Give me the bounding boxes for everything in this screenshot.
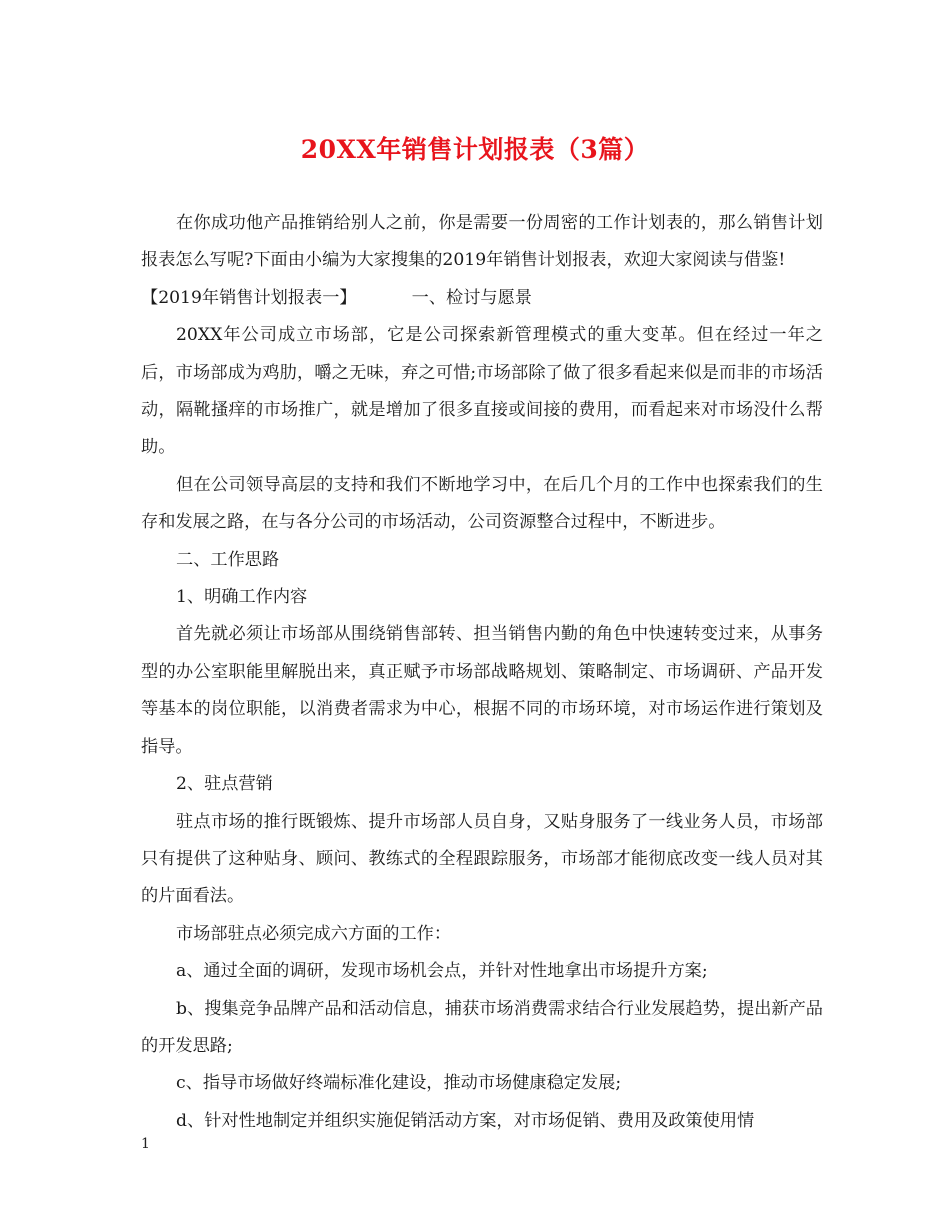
intro-paragraph: 在你成功他产品推销给别人之前，你是需要一份周密的工作计划表的，那么销售计划报表怎么写呢?下面由小编为大家搜集的2019年销售计划报表，欢迎大家阅读与借鉴! <box>141 213 823 271</box>
body-paragraph: 市场部驻点必须完成六方面的工作： <box>176 923 452 944</box>
document-title: 20XX年销售计划报表（3篇） <box>300 135 650 164</box>
section-header-line <box>141 280 823 317</box>
section-heading-work-ideas: 二、工作思路 <box>176 549 280 570</box>
document-body <box>141 205 823 1140</box>
section-heading: 一、检讨与愿景 <box>411 287 532 308</box>
list-item-c: c、指导市场做好终端标准化建设，推动市场健康稳定发展; <box>176 1073 622 1094</box>
body-paragraph: 驻点市场的推行既锻炼、提升市场部人员自身，又贴身服务了一线业务人员，市场部只有提供了这种贴身、顾问、教练式的全程跟踪服务，市场部才能彻底改变一线人员对其的片面看法。 <box>141 811 823 907</box>
subheading-work-content: 1、明确工作内容 <box>176 587 308 608</box>
subheading-on-site-marketing: 2、驻点营销 <box>176 774 273 795</box>
list-item-d: d、针对性地制定并组织实施促销活动方案，对市场促销、费用及政策使用情 <box>176 1110 755 1131</box>
section-label: 【2019年销售计划报表一】 <box>141 287 357 308</box>
body-paragraph: 首先就必须让市场部从围绕销售部转、担当销售内勤的角色中快速转变过来，从事务型的办公室职能里解脱出来，真正赋予市场部战略规划、策略制定、市场调研、产品开发等基本的岗位职能，以消费者需求为中心，根据不同的市场环境，对市场运作进行策划及指导。 <box>141 624 823 757</box>
list-item-b: b、搜集竞争品牌产品和活动信息，捕获市场消费需求结合行业发展趋势，提出新产品的开发思路; <box>141 998 823 1056</box>
list-item-a: a、通过全面的调研，发现市场机会点，并针对性地拿出市场提升方案; <box>176 961 708 982</box>
page-number: 1 <box>141 1136 150 1152</box>
body-paragraph: 20XX年公司成立市场部，它是公司探索新管理模式的重大变革。但在经过一年之后，市场部成为鸡肋，嚼之无味，弃之可惜;市场部除了做了很多看起来似是而非的市场活动，隔靴搔痒的市场推广，就是增加了很多直接或间接的费用，而看起来对市场没什么帮助。 <box>141 325 823 458</box>
body-paragraph: 但在公司领导高层的支持和我们不断地学习中，在后几个月的工作中也探索我们的生存和发展之路，在与各分公司的市场活动，公司资源整合过程中，不断进步。 <box>141 474 823 533</box>
